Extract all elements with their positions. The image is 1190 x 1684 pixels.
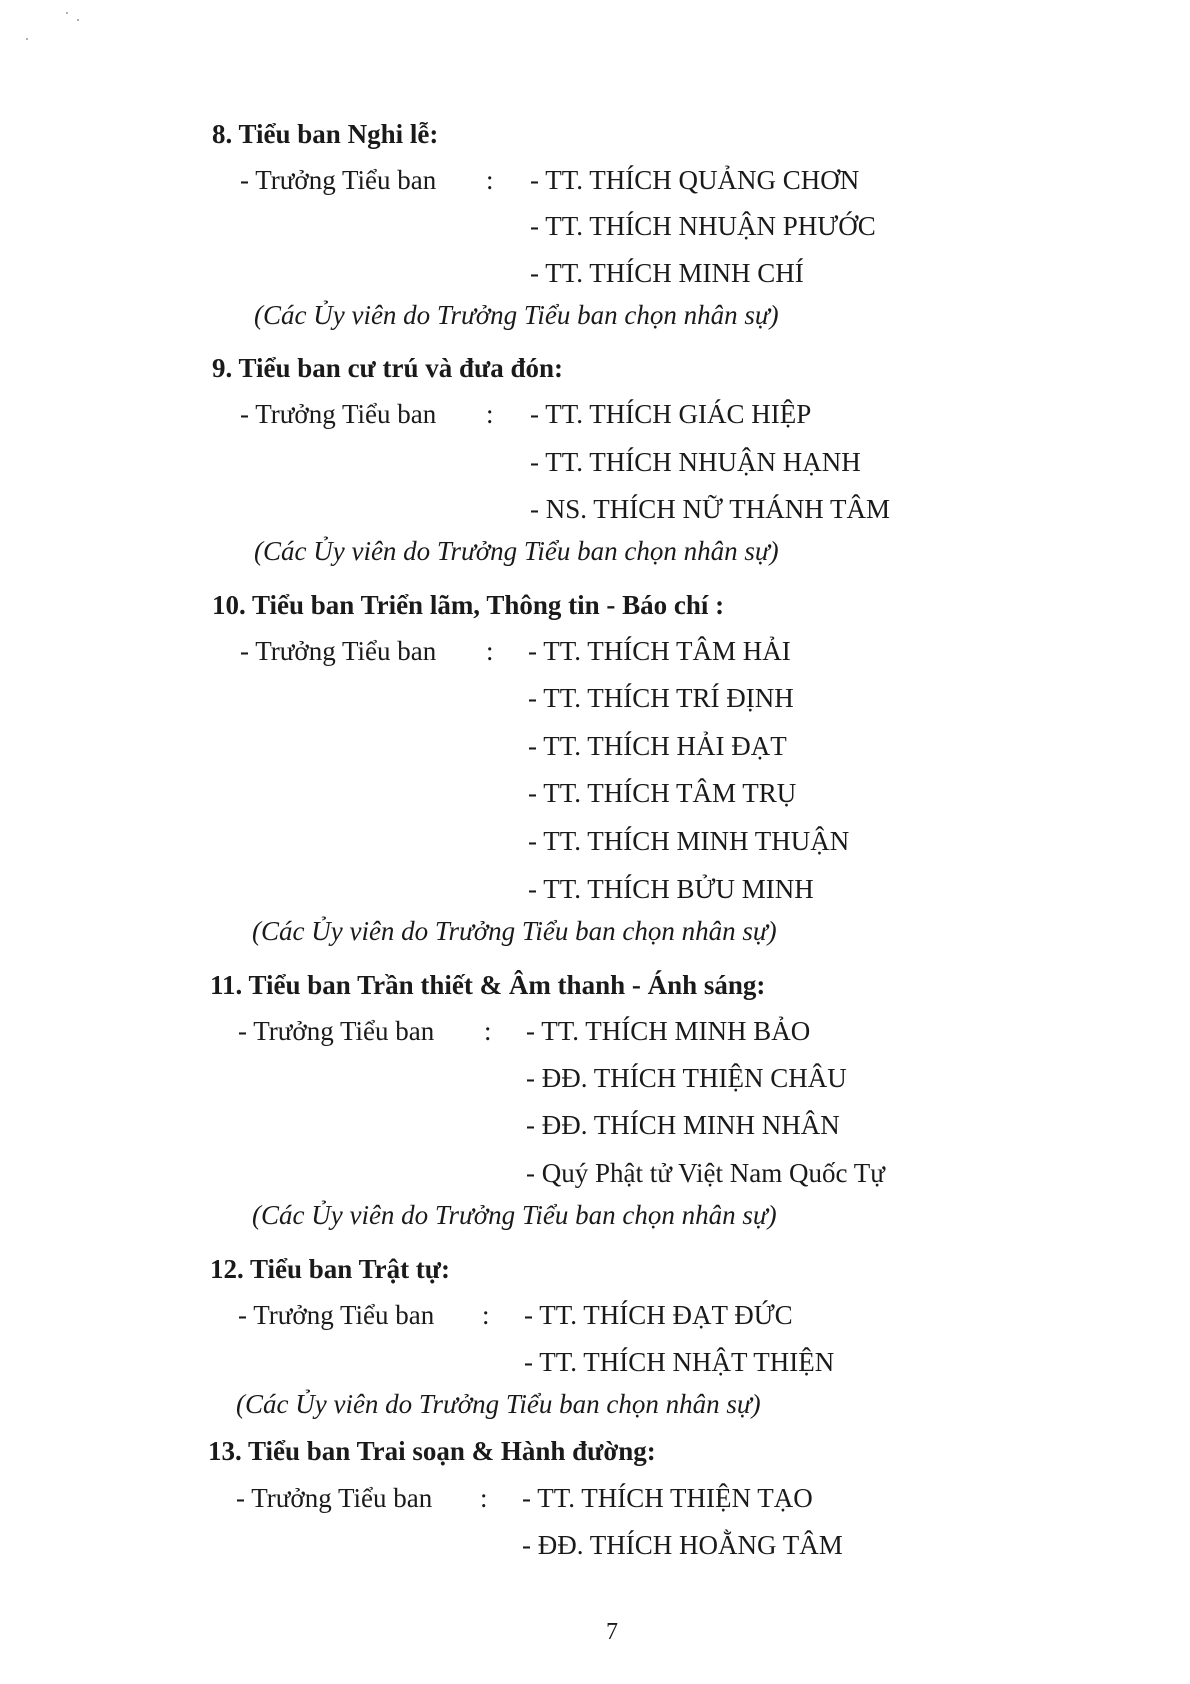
member-name: - TT. THÍCH NHUẬN PHƯỚC	[530, 211, 876, 241]
scan-speck	[26, 38, 28, 40]
member-name: - ĐĐ. THÍCH HOẰNG TÂM	[522, 1530, 843, 1560]
colon: :	[480, 1483, 488, 1513]
member-name: - TT. THÍCH ĐẠT ĐỨC	[524, 1300, 793, 1330]
section-note: (Các Ủy viên do Trưởng Tiểu ban chọn nhân sự)	[252, 916, 777, 946]
member-name: - Quý Phật tử Việt Nam Quốc Tự	[526, 1158, 885, 1188]
section-title: 13. Tiểu ban Trai soạn & Hành đường:	[208, 1436, 656, 1466]
colon: :	[482, 1300, 490, 1330]
member-name: - TT. THÍCH BỬU MINH	[528, 874, 814, 904]
scan-speck	[77, 19, 79, 21]
member-name: - TT. THÍCH GIÁC HIỆP	[530, 399, 812, 429]
member-name: - TT. THÍCH MINH CHÍ	[530, 258, 804, 288]
section-note: (Các Ủy viên do Trưởng Tiểu ban chọn nhân sự)	[254, 536, 779, 566]
member-name: - TT. THÍCH THIỆN TẠO	[522, 1483, 813, 1513]
section-title: 8. Tiểu ban Nghi lễ:	[212, 119, 439, 149]
section-title: 10. Tiểu ban Triển lãm, Thông tin - Báo chí :	[212, 590, 725, 620]
section-note: (Các Ủy viên do Trưởng Tiểu ban chọn nhân sự)	[236, 1389, 761, 1419]
head-label: - Trưởng Tiểu ban	[240, 165, 437, 195]
head-label: - Trưởng Tiểu ban	[236, 1483, 433, 1513]
section-note: (Các Ủy viên do Trưởng Tiểu ban chọn nhân sự)	[252, 1200, 777, 1230]
member-name: - TT. THÍCH TÂM HẢI	[528, 636, 791, 666]
member-name: - NS. THÍCH NỮ THÁNH TÂM	[530, 494, 890, 524]
section-title: 9. Tiểu ban cư trú và đưa đón:	[212, 353, 563, 383]
section-title: 11. Tiểu ban Trần thiết & Âm thanh - Ánh sáng:	[210, 970, 766, 1000]
head-label: - Trưởng Tiểu ban	[238, 1016, 435, 1046]
member-name: - TT. THÍCH NHUẬN HẠNH	[530, 447, 861, 477]
colon: :	[484, 1016, 492, 1046]
member-name: - TT. THÍCH HẢI ĐẠT	[528, 731, 787, 761]
page-number: 7	[606, 1619, 618, 1645]
head-label: - Trưởng Tiểu ban	[238, 1300, 435, 1330]
member-name: - ĐĐ. THÍCH MINH NHÂN	[526, 1110, 840, 1140]
section-note: (Các Ủy viên do Trưởng Tiểu ban chọn nhân sự)	[254, 300, 779, 330]
member-name: - TT. THÍCH TÂM TRỤ	[528, 778, 797, 808]
member-name: - TT. THÍCH MINH THUẬN	[528, 826, 850, 856]
scan-speck	[66, 12, 68, 14]
member-name: - TT. THÍCH NHẬT THIỆN	[524, 1347, 835, 1377]
head-label: - Trưởng Tiểu ban	[240, 636, 437, 666]
member-name: - TT. THÍCH TRÍ ĐỊNH	[528, 683, 794, 713]
member-name: - ĐĐ. THÍCH THIỆN CHÂU	[526, 1063, 847, 1093]
colon: :	[486, 165, 494, 195]
member-name: - TT. THÍCH MINH BẢO	[526, 1016, 811, 1046]
section-title: 12. Tiểu ban Trật tự:	[210, 1254, 450, 1284]
colon: :	[486, 399, 494, 429]
member-name: - TT. THÍCH QUẢNG CHƠN	[530, 165, 860, 195]
head-label: - Trưởng Tiểu ban	[240, 399, 437, 429]
colon: :	[486, 636, 494, 666]
